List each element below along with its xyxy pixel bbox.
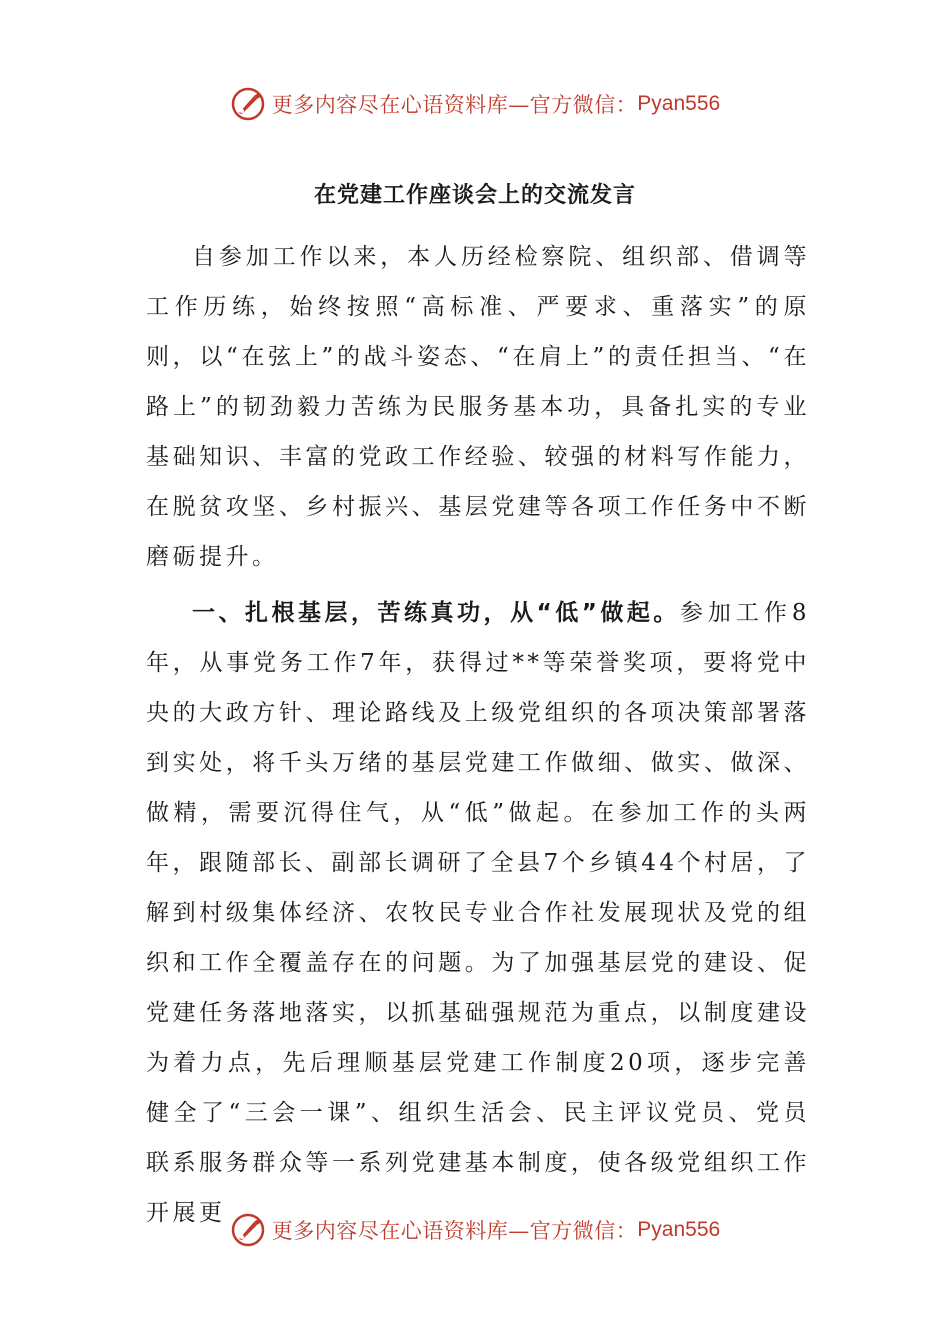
banner-text: 更多内容尽在心语资料库—官方微信：	[271, 93, 638, 117]
banner-wechat-id: Pyan556	[637, 1218, 721, 1241]
document-title: 在党建工作座谈会上的交流发言	[313, 183, 636, 208]
section-paragraph	[146, 588, 810, 1238]
section-heading: 一、扎根基层，苦练真功，从“低”做起。	[192, 600, 680, 626]
banner-text: 更多内容尽在心语资料库—官方微信：	[271, 1219, 638, 1243]
intro-paragraph: 自参加工作以来，本人历经检察院、组织部、借调等工作历练，始终按照“高标准、严要求、重落实”的原则，以“在弦上”的战斗姿态、“在肩上”的责任担当、“在路上”的韧劲毅力苦练为民服务基本功，具备扎实的专业基础知识、丰富的党政工作经验、较强的材料写作能力，在脱贫攻坚、乡村振兴、基层党建等各项工作任务中不断磨砺提升。	[146, 244, 810, 570]
footer-banner	[0, 1208, 950, 1252]
document-body	[146, 232, 810, 1244]
banner-wechat-id: Pyan556	[637, 92, 721, 115]
quill-logo-icon	[230, 1212, 266, 1248]
header-banner	[0, 82, 950, 126]
section-body: 参加工作8年，从事党务工作7年，获得过**等荣誉奖项，要将党中央的大政方针、理论路线及上级党组织的各项决策部署落到实处，将千头万绪的基层党建工作做细、做实、做深、做精，需要沉得住气，从“低”做起。在参加工作的头两年，跟随部长、副部长调研了全县7个乡镇44个村居，了解到村级集体经济、农牧民专业合作社发展现状及党的组织和工作全覆盖存在的问题。为了加强基层党的建设、促党建任务落地落实，以抓基础强规范为重点，以制度建设为着力点，先后理顺基层党建工作制度20项，逐步完善健全了“三会一课”、组织生活会、民主评议党员、党员联系服务群众等一系列党建基本制度，使各级党组织工作开展更	[146, 600, 810, 1226]
quill-logo-icon	[230, 86, 266, 122]
